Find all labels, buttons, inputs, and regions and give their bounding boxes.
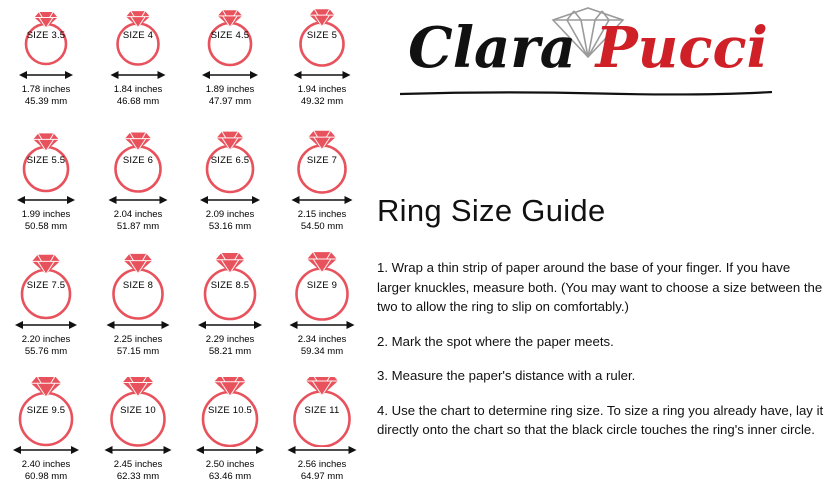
ring-size-cell xyxy=(184,125,276,250)
ring-size-cell xyxy=(0,250,92,375)
ring-measurement xyxy=(92,334,184,358)
measurement-mm: 49.32 mm xyxy=(300,96,344,107)
ring-size-cell xyxy=(184,375,276,500)
ring-size-label: SIZE 7.5 xyxy=(26,280,66,291)
brand-name xyxy=(378,16,798,80)
measurement-mm: 62.33 mm xyxy=(116,471,160,482)
ring-size-cell xyxy=(92,250,184,375)
diameter-arrow-icon xyxy=(4,318,88,332)
ring-size-label: SIZE 9 xyxy=(306,280,338,291)
measurement-inches: 2.15 inches xyxy=(297,209,347,220)
measurement-mm: 58.21 mm xyxy=(208,346,252,357)
diameter-arrow-icon xyxy=(96,318,180,332)
ring-size-cell xyxy=(92,375,184,500)
ring-size-label: SIZE 5 xyxy=(306,30,338,41)
measurement-mm: 55.76 mm xyxy=(24,346,68,357)
diameter-arrow-icon xyxy=(188,443,272,457)
measurement-inches: 1.78 inches xyxy=(21,84,71,95)
guide-steps xyxy=(377,245,825,455)
ring-size-cell xyxy=(276,375,368,500)
measurement-inches: 2.34 inches xyxy=(297,334,347,345)
ring-size-label: SIZE 7 xyxy=(306,155,338,166)
ring-size-label: SIZE 10.5 xyxy=(207,405,253,416)
ring-size-cell xyxy=(92,125,184,250)
diameter-arrow-icon xyxy=(280,318,364,332)
measurement-inches: 2.25 inches xyxy=(113,334,163,345)
diameter-arrow-icon xyxy=(188,193,272,207)
diameter-arrow-icon xyxy=(4,443,88,457)
ring-size-label: SIZE 5.5 xyxy=(26,155,66,166)
brand-name-first: Clara xyxy=(408,15,577,81)
measurement-mm: 47.97 mm xyxy=(208,96,252,107)
measurement-mm: 59.34 mm xyxy=(300,346,344,357)
diameter-arrow-icon xyxy=(280,193,364,207)
guide-step: 2. Mark the spot where the paper meets. xyxy=(377,333,614,349)
ring-size-cell xyxy=(0,0,92,125)
ring-size-grid xyxy=(0,0,368,501)
measurement-inches: 2.50 inches xyxy=(205,459,255,470)
ring-measurement xyxy=(276,209,368,233)
ring-size-label: SIZE 4 xyxy=(122,30,154,41)
ring-measurement xyxy=(184,84,276,108)
ring-size-label: SIZE 4.5 xyxy=(210,30,250,41)
diameter-arrow-icon xyxy=(188,68,272,82)
ring-measurement xyxy=(0,84,92,108)
measurement-inches: 2.45 inches xyxy=(113,459,163,470)
measurement-mm: 46.68 mm xyxy=(116,96,160,107)
ring-size-label: SIZE 10 xyxy=(120,405,156,416)
measurement-inches: 2.09 inches xyxy=(205,209,255,220)
ring-measurement xyxy=(184,334,276,358)
ring-size-label: SIZE 8 xyxy=(122,280,154,291)
measurement-inches: 2.04 inches xyxy=(113,209,163,220)
ring-size-cell xyxy=(0,125,92,250)
ring-measurement xyxy=(184,459,276,483)
diameter-arrow-icon xyxy=(280,443,364,457)
ring-measurement xyxy=(92,209,184,233)
ring-size-cell xyxy=(184,250,276,375)
diameter-arrow-icon xyxy=(188,318,272,332)
ring-measurement xyxy=(92,84,184,108)
ring-size-label: SIZE 8.5 xyxy=(210,280,250,291)
ring-measurement xyxy=(276,334,368,358)
measurement-inches: 2.40 inches xyxy=(21,459,71,470)
ring-size-cell xyxy=(184,0,276,125)
measurement-mm: 45.39 mm xyxy=(24,96,68,107)
diameter-arrow-icon xyxy=(280,68,364,82)
measurement-mm: 57.15 mm xyxy=(116,346,160,357)
page-title: Ring Size Guide xyxy=(377,193,606,228)
ring-measurement xyxy=(0,459,92,483)
ring-size-label: SIZE 6.5 xyxy=(210,155,250,166)
brand-logo xyxy=(378,0,798,110)
measurement-inches: 2.56 inches xyxy=(297,459,347,470)
ring-size-label: SIZE 6 xyxy=(122,155,154,166)
measurement-inches: 1.89 inches xyxy=(205,84,255,95)
measurement-mm: 60.98 mm xyxy=(24,471,68,482)
measurement-inches: 1.94 inches xyxy=(297,84,347,95)
ring-size-cell xyxy=(0,375,92,500)
measurement-inches: 2.20 inches xyxy=(21,334,71,345)
diameter-arrow-icon xyxy=(96,443,180,457)
ring-measurement xyxy=(276,459,368,483)
brand-name-second: Pucci xyxy=(595,15,768,81)
guide-step: 4. Use the chart to determine ring size. To size a ring you already have, lay it directly onto the chart so that the black circle touches the ring's inner circle. xyxy=(377,402,824,438)
ring-size-label: SIZE 11 xyxy=(304,405,340,416)
ring-measurement xyxy=(276,84,368,108)
measurement-mm: 63.46 mm xyxy=(208,471,252,482)
logo-underline xyxy=(400,83,772,86)
guide-step: 3. Measure the paper's distance with a ruler. xyxy=(377,368,636,384)
diameter-arrow-icon xyxy=(4,193,88,207)
ring-size-label: SIZE 9.5 xyxy=(26,405,66,416)
measurement-inches: 2.29 inches xyxy=(205,334,255,345)
guide-step: 1. Wrap a thin strip of paper around the base of your finger. If you have larger knuckles, measure both. (You may want to choose a size between the two to allow the ring to slip on comfortably.) xyxy=(377,260,823,315)
diameter-arrow-icon xyxy=(96,68,180,82)
ring-size-cell xyxy=(276,125,368,250)
measurement-mm: 53.16 mm xyxy=(208,221,252,232)
ring-size-cell xyxy=(276,0,368,125)
ring-size-cell xyxy=(92,0,184,125)
measurement-mm: 54.50 mm xyxy=(300,221,344,232)
measurement-mm: 51.87 mm xyxy=(116,221,160,232)
measurement-inches: 1.99 inches xyxy=(21,209,71,220)
diameter-arrow-icon xyxy=(96,193,180,207)
ring-measurement xyxy=(0,209,92,233)
measurement-mm: 50.58 mm xyxy=(24,221,68,232)
ring-measurement xyxy=(0,334,92,358)
guide-panel xyxy=(368,0,839,501)
diameter-arrow-icon xyxy=(4,68,88,82)
measurement-mm: 64.97 mm xyxy=(300,471,344,482)
ring-size-label: SIZE 3.5 xyxy=(26,30,66,41)
ring-measurement xyxy=(184,209,276,233)
ring-measurement xyxy=(92,459,184,483)
measurement-inches: 1.84 inches xyxy=(113,84,163,95)
ring-size-cell xyxy=(276,250,368,375)
